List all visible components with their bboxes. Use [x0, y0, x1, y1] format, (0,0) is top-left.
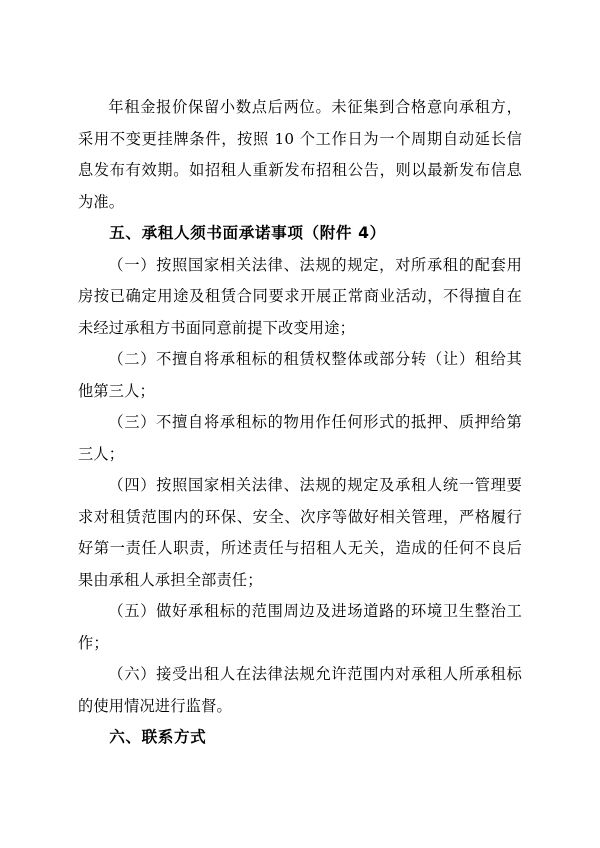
- document-body: [78, 92, 522, 754]
- paragraph-item-1: （一）按照国家相关法律、法规的规定，对所承租的配套用房按已确定用途及租赁合同要求开展正常商业活动，不得擅自在未经过承租方书面同意前提下改变用途；: [78, 255, 522, 337]
- paragraph-item-2: （二）不擅自将承租标的租赁权整体或部分转（让）租给其他第三人；: [78, 350, 522, 400]
- heading-section-six: 六、联系方式: [109, 728, 207, 746]
- paragraph-item-4: （四）按照国家相关法律、法规的规定及承租人统一管理要求对租赁范围内的环保、安全、次序等做好相关管理，严格履行好第一责任人职责，所述责任与招租人无关，造成的任何不良后果由承租人承担全部责任；: [78, 476, 522, 589]
- paragraph-rent-price: 年租金报价保留小数点后两位。未征集到合格意向承租方，采用不变更挂牌条件，按照 10 个工作日为一个周期自动延长信息发布有效期。如招租人重新发布招租公告，则以最新发布信息为准。: [78, 98, 522, 211]
- heading-section-five: 五、承租人须书面承诺事项（附件 4）: [109, 224, 386, 242]
- paragraph-item-3: （三）不擅自将承租标的物用作任何形式的抵押、质押给第三人；: [78, 413, 522, 463]
- paragraph-item-6: （六）接受出租人在法律法规允许范围内对承租人所承租标的使用情况进行监督。: [78, 665, 522, 715]
- paragraph-item-5: （五）做好承租标的范围周边及进场道路的环境卫生整治工作；: [78, 602, 522, 652]
